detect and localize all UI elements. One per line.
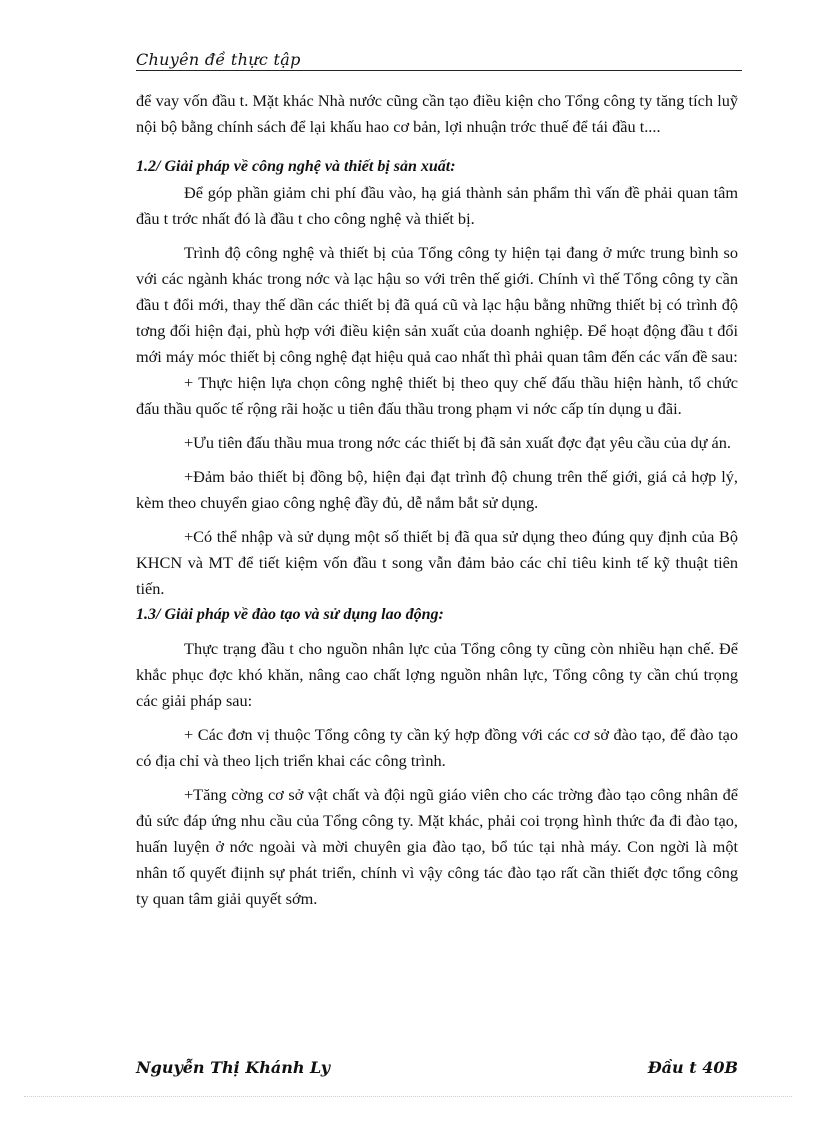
- page-footer: [136, 1058, 738, 1082]
- footer-class: Đầu t 40B: [647, 1058, 738, 1077]
- paragraph: +Tăng cờng cơ sở vật chất và đội ngũ giáo viên cho các trờng đào tạo công nhân để đủ sức đáp ứng nhu cầu của Tổng công ty. Mặt khác, phải coi trọng hình thức đa đi đào tạo, huấn luyện ở nớc ngoài và mời chuyên gia đào tạo, bổ túc tại nhà máy. Con ngời là một nhân tố quyết điịnh sự phát triển, chính vì vậy công tác đào tạo rất cần thiết đợc tổng công ty quan tâm giải quyết sớm.: [136, 785, 738, 908]
- page-header: [136, 50, 742, 71]
- paragraph: Trình độ công nghệ và thiết bị của Tổng công ty hiện tại đang ở mức trung bình so với các ngành khác trong nớc và lạc hậu so với trên thế giới. Chính vì thế Tổng công ty cần đầu t đổi mới, thay thế dần các thiết bị đã quá cũ và lạc hậu bằng những thiết bị có trình độ tơng đối hiện đại, phù hợp với điều kiện sản xuất của doanh nghiệp. Để hoạt động đầu t đổi mới máy móc thiết bị công nghệ đạt hiệu quả cao nhất thì phải quan tâm đến các vấn đề sau:: [136, 243, 738, 366]
- document-body: [136, 88, 738, 912]
- paragraph: +Có thể nhập và sử dụng một số thiết bị đã qua sử dụng theo đúng quy định của Bộ KHCN và MT để tiết kiệm vốn đầu t song vẫn đảm bảo các chỉ tiêu kinh tế kỹ thuật tiên tiến.: [136, 527, 738, 598]
- header-title: Chuyên đề thực tập: [136, 50, 301, 69]
- paragraph: Để góp phần giảm chi phí đầu vào, hạ giá thành sản phẩm thì vấn đề phải quan tâm đầu t trớc nhất đó là đầu t cho công nghệ và thiết bị.: [136, 183, 738, 228]
- paragraph: + Thực hiện lựa chọn công nghệ thiết bị theo quy chế đấu thầu hiện hành, tổ chức đấu thầu quốc tế rộng rãi hoặc u tiên đấu thầu trong phạm vi nớc cấp tín dụng u đãi.: [136, 373, 738, 418]
- section-heading: 1.2/ Giải pháp về công nghệ và thiết bị sản xuất:: [136, 158, 456, 175]
- footer-author: Nguyễn Thị Khánh Ly: [136, 1058, 331, 1077]
- paragraph: + Các đơn vị thuộc Tổng công ty cần ký hợp đồng với các cơ sở đào tạo, để đào tạo có địa chỉ và theo lịch triển khai các công trình.: [136, 725, 738, 770]
- paragraph: để vay vốn đầu t. Mặt khác Nhà nước cũng cần tạo điều kiện cho Tổng công ty tăng tích luỹ nội bộ bằng chính sách để lại khấu hao cơ bản, lợi nhuận trớc thuế để tái đầu t....: [136, 91, 738, 136]
- section-heading: 1.3/ Giải pháp về đào tạo và sử dụng lao động:: [136, 606, 444, 623]
- page-edge-divider: [24, 1096, 792, 1097]
- paragraph: Thực trạng đầu t cho nguồn nhân lực của Tổng công ty cũng còn nhiều hạn chế. Để khắc phục đợc khó khăn, nâng cao chất lợng nguồn nhân lực, Tổng công ty cần chú trọng các giải pháp sau:: [136, 639, 738, 710]
- paragraph: +Đảm bảo thiết bị đồng bộ, hiện đại đạt trình độ chung trên thế giới, giá cả hợp lý, kèm theo chuyển giao công nghệ đầy đủ, dễ nắm bắt sử dụng.: [136, 467, 738, 512]
- paragraph: +Ưu tiên đấu thầu mua trong nớc các thiết bị đã sản xuất đợc đạt yêu cầu của dự án.: [184, 433, 731, 452]
